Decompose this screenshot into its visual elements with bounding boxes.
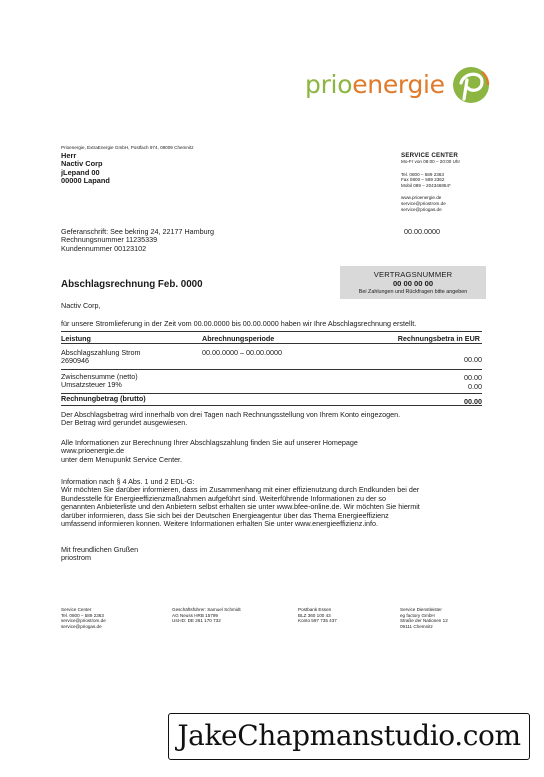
service-mobile: Mobil 089 – 204346854* bbox=[401, 182, 451, 188]
column-header-period: Abrechnungsperiode bbox=[202, 334, 275, 343]
logo-wordmark: prioenergie bbox=[305, 70, 445, 99]
subtotal-amount: 00.00 bbox=[464, 373, 482, 382]
contract-number-box bbox=[340, 266, 486, 299]
service-fax: Fax 0800 – 589 2362 bbox=[401, 177, 445, 183]
customer-number: Kundennummer 00123102 bbox=[61, 243, 147, 253]
divider bbox=[61, 405, 482, 406]
document-title: Abschlagsrechnung Feb. 0000 bbox=[61, 279, 203, 290]
sender-return-address: Prioenergie, ExtraEnergie GmbH, Postfach 974, 09009 Chemnitz bbox=[61, 145, 194, 150]
recipient-line: Nactiv Corp bbox=[61, 159, 103, 169]
footer-bank-info: Postbank Essen BLZ 360 100 43 Konto 597 735 437 bbox=[298, 607, 337, 624]
total-label: Rechnungbetrag (brutto) bbox=[61, 394, 146, 403]
recipient-line: jLepand 00 bbox=[61, 167, 100, 177]
column-header-leistung: Leistung bbox=[61, 334, 91, 343]
contract-number-value: 00 00 00 00 bbox=[392, 279, 434, 288]
intro-text: für unsere Stromlieferung in der Zeit vom 00.00.0000 bis 00.00.0000 haben wir Ihre Abschlagsrechnung erstellt. bbox=[61, 319, 417, 328]
delivery-address: Geferanschrift: See bekring 24, 22177 Hamburg bbox=[61, 227, 215, 236]
column-header-amount: Rechnungsbetra in EUR bbox=[397, 334, 480, 343]
payment-note: Der Abschlagsbetrag wird innerhalb von drei Tagen nach Rechnungsstellung von Ihrem Konto eingezogen. Der Betrag wird gerundet ausgewiesen. bbox=[61, 410, 401, 428]
subtotal-tax-labels bbox=[61, 373, 138, 390]
invoice-number: Rechnungsnummer 11235339 bbox=[61, 235, 158, 245]
service-phone: Tel. 0800 – 589 2363 bbox=[401, 171, 444, 177]
table-row-label: Abschlagszahlung Strom 2690946 bbox=[61, 348, 141, 366]
prioenergie-logo bbox=[305, 66, 491, 112]
contract-number-note: Bei Zahlungen und Rückfragen bitte angeben bbox=[358, 289, 468, 295]
invoice-date: 00.00.0000 bbox=[404, 227, 440, 236]
service-center-title: SERVICE CENTER bbox=[401, 152, 459, 159]
divider bbox=[61, 369, 482, 370]
footer-company-info: Geschäftsführer: Samuel Schmidt AG Neuss HRB 15799 Ust-ID: DE 261 170 732 bbox=[172, 607, 241, 624]
recipient-line: Herr bbox=[61, 151, 77, 160]
logo-p-mark-icon bbox=[452, 66, 490, 104]
recipient-line: 00000 Lapand bbox=[61, 176, 110, 186]
watermark-banner: JakeChapmanstudio.com bbox=[168, 713, 530, 760]
footer-service-provider: Service Dienstleister eg factory GmbH Straße der Nationen 12 09111 Chemnitz bbox=[400, 607, 448, 629]
tax-amount: 0.00 bbox=[468, 382, 482, 391]
contract-number-label: VERTRAGSNUMMER bbox=[373, 270, 453, 279]
service-center-block bbox=[401, 152, 460, 212]
subtotal-label: Zwischensumme (netto) bbox=[61, 372, 138, 381]
service-website: www.prioenergie.de bbox=[401, 195, 442, 201]
service-email: service@priogas.de bbox=[401, 206, 442, 212]
service-hours: Mo-Fr von 08:00 – 20:00 Uhr bbox=[401, 159, 460, 164]
closing: Mit freundlichen Grußen priostrom bbox=[61, 545, 139, 563]
tax-label: Umsatzsteuer 19% bbox=[61, 380, 122, 390]
invoice-table-header bbox=[61, 331, 482, 344]
recipient-address bbox=[61, 152, 110, 186]
invoice-info-block bbox=[61, 228, 214, 253]
homepage-note: Alle Informationen zur Berechnung Ihrer Abschlagszahlung finden Sie auf unserer Homepage www.prioenergie.de unter dem Menupunkt Service Center. bbox=[61, 438, 358, 464]
homepage-link: www.prioenergie.de bbox=[61, 446, 125, 456]
edl-g-information: Information nach § 4 Abs. 1 und 2 EDL-G: Wir möchten Sie darüber informieren, dass im Zusammenhang mit einer effizienutzung durch Endkunden bei der Bundesstelle für Energieeffizienzmaßnahmen aufgeführt sind. Weiterführende Informationen zu der so genannten Anbieterliste und den Anbietern selbst erhalten sie unter www.bfee-online.de. Wir möchten Sie hiermit darüber informieren, dass Sie sich bei der Deutschen Energieagentur über das Thema Energieeffizienz umfassend informieren konnen. Weitere Informationen erhalten Sie unter www.energieeffizienz.info. bbox=[61, 477, 420, 529]
total-amount: 00.00 bbox=[464, 397, 482, 406]
footer-service-center: Service Center Tel. 0800 – 589 2363 service@priostrom.de service@priogas.de bbox=[61, 607, 106, 629]
greeting: Nactiv Corp, bbox=[61, 301, 101, 310]
service-email: service@priostrom.de bbox=[401, 200, 446, 206]
table-row-amount: 00.00 bbox=[464, 355, 482, 364]
table-row-period: 00.00.0000 – 00.00.0000 bbox=[202, 348, 282, 357]
